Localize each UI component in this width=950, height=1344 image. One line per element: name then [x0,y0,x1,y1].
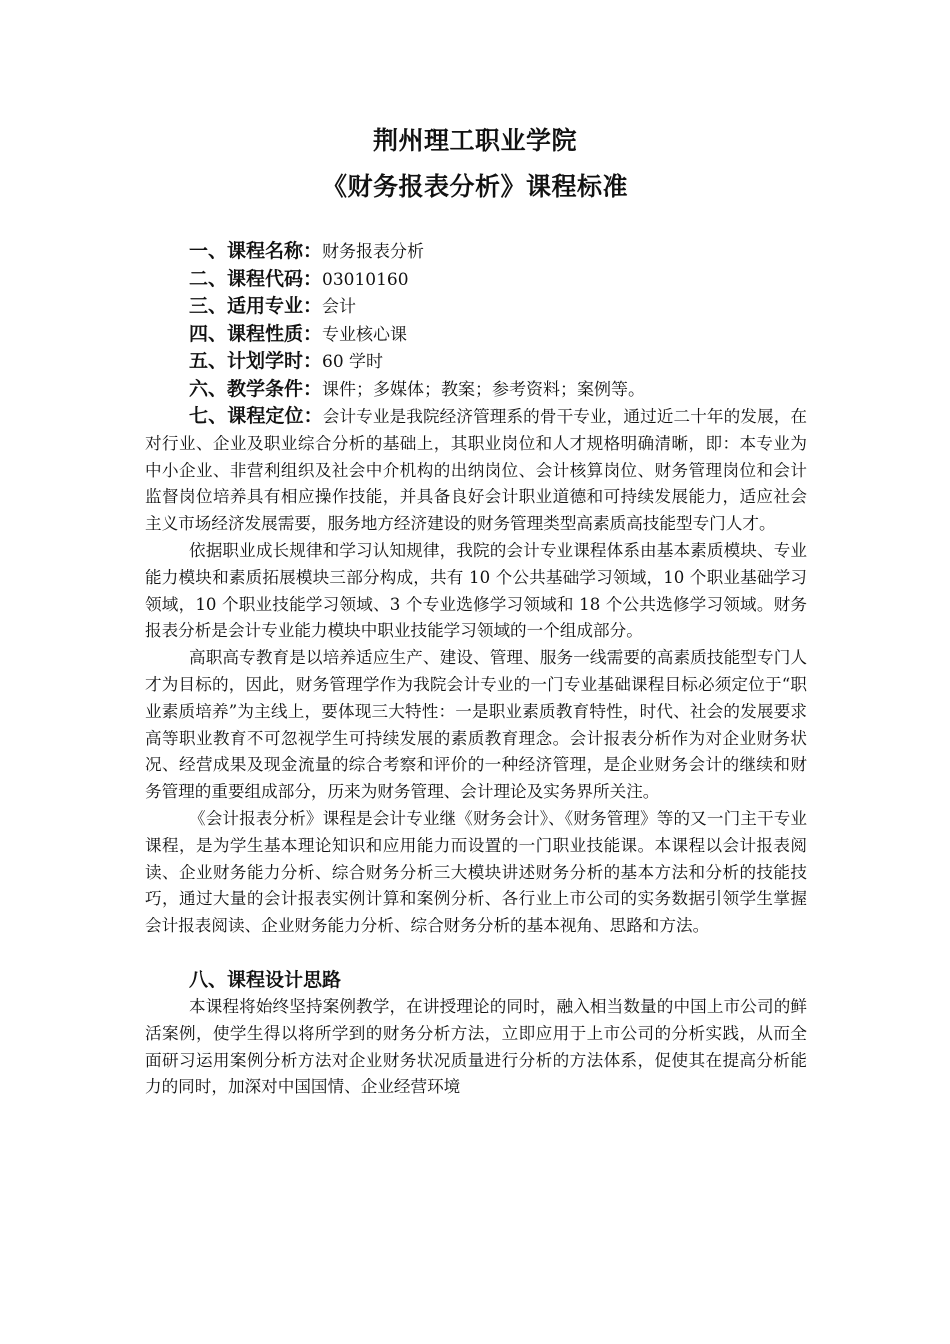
positioning-label: 七、课程定位： [189,405,323,427]
section-heading-design: 八、课程设计思路 [189,968,342,991]
field-label: 六、教学条件： [189,377,323,400]
course-standard-title: 《财务报表分析》课程标准 [321,172,628,201]
field-course-name [145,238,807,266]
field-label: 五、计划学时： [189,350,323,372]
field-course-nature [145,321,807,349]
body-paragraph: 依据职业成长规律和学习认知规律，我院的会计专业课程体系由基本素质模块、专业能力模块和素质拓展模块三部分构成，共有 10 个公共基础学习领域，10 个职业基础学习领域，10 个职业技能学习领域、3 个专业选修学习领域和 18 个公共选修学习领域。财务报表分析是会计专业能力模块中职业技能学习领域的一个组成部分。 [145,540,807,641]
field-value: 60 学时 [322,352,384,372]
body-paragraph: 高职高专教育是以培养适应生产、建设、管理、服务一线需要的高素质技能型专门人才为目标的，因此，财务管理学作为我院会计专业的一门专业基础课程目标必须定位于“职业素质培养”为主线上，要体现三大特性：一是职业素质教育特性，时代、社会的发展要求高等职业教育不可忽视学生可持续发展的素质教育理念。会计报表分析作为对企业财务状况、经营成果及现金流量的综合考察和评价的一种经济管理，是企业财务会计的继续和财务管理的重要组成部分，历来为财务管理、会计理论及实务界所关注。 [145,648,807,802]
field-value: 财务报表分析 [322,242,425,262]
field-label: 四、课程性质： [189,322,323,345]
field-value: 课件；多媒体；教案；参考资料；案例等。 [322,379,646,400]
field-label: 二、课程代码： [189,267,323,290]
design-paragraph: 本课程将始终坚持案例教学，在讲授理论的同时，融入相当数量的中国上市公司的鲜活案例，使学生得以将所学到的财务分析方法，立即应用于上市公司的分析实践，从而全面研习运用案例分析方法对企业财务状况质量进行分析的方法体系，促使其在提高分析能力的同时，加深对中国国情、企业经营环境 [145,996,807,1097]
field-label: 一、课程名称： [189,240,323,262]
course-positioning-paragraph [145,403,807,538]
field-value: 专业核心课 [322,324,408,345]
document-body [145,238,807,1101]
positioning-text: 会计专业是我院经济管理系的骨干专业，通过近二十年的发展，在对行业、企业及职业综合分析的基础上，其职业岗位和人才规格明确清晰，即：本专业为中小企业、非营利组织及社会中介机构的出纳岗位、会计核算岗位、财务管理岗位和会计监督岗位培养具有相应操作技能，并具备良好会计职业道德和可持续发展能力，适应社会主义市场经济发展需要，服务地方经济建设的财务管理类型高素质高技能型专门人才。 [145,407,807,534]
school-name: 荆州理工职业学院 [372,126,577,155]
body-paragraph: 《会计报表分析》课程是会计专业继《财务会计》、《财务管理》等的又一门主干专业课程，是为学生基本理论知识和应用能力而设置的一门职业技能课。本课程以会计报表阅读、企业财务能力分析、综合财务分析三大模块讲述财务分析的基本方法和分析的技能技巧，通过大量的会计报表实例计算和案例分析、各行业上市公司的实务数据引领学生掌握会计报表阅读、企业财务能力分析、综合财务分析的基本视角、思路和方法。 [145,808,807,936]
field-major [145,293,807,321]
field-teaching-conditions [145,376,807,404]
field-course-code [145,266,807,294]
field-value: 03010160 [322,269,409,290]
field-planned-hours [145,348,807,376]
document-title [0,118,950,210]
field-value: 会计 [322,297,357,317]
field-label: 三、适用专业： [189,295,323,317]
